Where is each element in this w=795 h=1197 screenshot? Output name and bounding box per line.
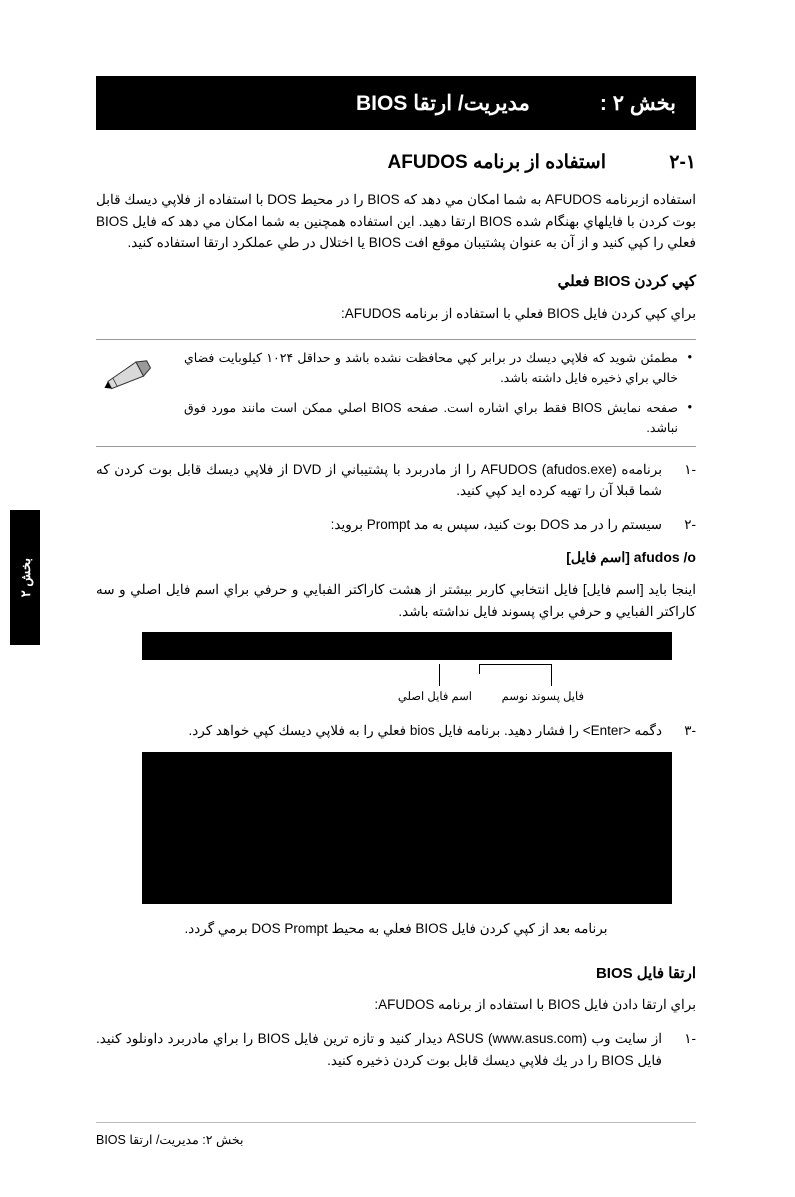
console-screenshot-large xyxy=(142,752,672,904)
step-text: برنامه‌ه AFUDOS (afudos.exe) را از مادربرد با پشتيباني از DVD از فلاپي ديسك قابل بوت كردن كه شما قبلا آن را تهيه كرده ايد كپي كنيد. xyxy=(96,461,663,499)
closing-paragraph: برنامه بعد از كپي كردن فايل BIOS فعلي به محيط DOS Prompt برمي گردد. xyxy=(184,921,608,937)
list-item: • صفحه نمايش BIOS فقط براي اشاره است. صفحه BIOS اصلي ممكن است مانند مورد فوق نباشد. xyxy=(184,398,678,438)
list-item: • مطمئن شويد كه فلاپي ديسك در برابر كپي محافظت نشده باشد و حداقل ۱۰۲۴ كيلوبايت فضاي خالي براي ذخيره فايل داشته باشد. xyxy=(184,348,678,388)
step-text: از سايت وب ASUS (www.asus.com) ديدار كنيد و تازه ترين فايل BIOS را براي مادربرد داونلود كنيد. فايل BIOS را در يك فلاپي ديسك قابل بوت كردن ذخيره كنيد. xyxy=(96,1031,662,1069)
note-body xyxy=(184,348,696,438)
step-number: -۲ xyxy=(684,517,696,533)
subsection-lead-update-bios: براي ارتقا دادن فايل BIOS با استفاده از برنامه AFUDOS: xyxy=(374,997,696,1013)
command-explanation-paragraph: اينجا بايد [اسم فايل] فايل انتخابي كاربر بيشتر از هشت كاراكتر الفبايي و حرفي براي اسم فايل اصلي و سه كاراكتر الفبايي و حرفي براي پسوند فايل نداشته باشد. xyxy=(96,581,696,619)
callout-line-right xyxy=(551,664,552,686)
note-list xyxy=(184,348,696,438)
pencil-icon xyxy=(102,356,160,396)
console-screenshot-small xyxy=(142,632,672,660)
chapter-header-bar xyxy=(96,76,696,130)
footer-divider xyxy=(96,1122,696,1123)
step-text: سيستم را در مد DOS بوت كنيد، سپس به مد Prompt برويد: xyxy=(330,517,662,533)
step-text: دگمه <Enter> را فشار دهيد. برنامه فايل bios فعلي را به فلاپي ديسك كپي خواهد كرد. xyxy=(188,723,662,739)
section-heading xyxy=(96,148,696,179)
callout-line-left xyxy=(439,664,440,686)
subsection-title-update-bios: ارتقا فايل BIOS xyxy=(595,965,696,983)
section-intro-paragraph: استفاده ازبرنامه AFUDOS به شما امكان مي دهد كه BIOS را در محيط DOS با استفاده از فلاپي ديسك قابل بوت كردن با فايلهاي بهنگام شده BIOS ارتقا دهيد. اين استفاده همچنين به شما امكان مي دهد كه فايل BIOS فعلي را كپي كنيد و از آن به عنوان پشتيبان موقع افت BIOS يا اختلال در طي عملكرد ارتقا استفاده كنيد. xyxy=(96,191,697,251)
step-2-copy xyxy=(96,514,696,536)
note-box xyxy=(96,339,696,447)
callout-tick-right xyxy=(479,664,480,674)
page-content xyxy=(96,140,696,1080)
step-3-copy xyxy=(96,720,696,742)
callout-line-right-horizontal xyxy=(480,664,552,665)
callout-annotations xyxy=(142,664,672,708)
page-bottom-edge xyxy=(0,1189,795,1197)
callout-label-left: فايل پسوند نوسم xyxy=(501,691,584,704)
subsection-title-copy-bios: كپي كردن BIOS فعلي xyxy=(557,273,696,291)
section-title: استفاده از برنامه AFUDOS xyxy=(387,152,606,173)
side-chapter-tab xyxy=(10,510,40,645)
footer-text: بخش ۲: مديريت/ ارتقا BIOS xyxy=(96,1133,244,1147)
chapter-number: بخش ۲ : xyxy=(599,91,676,115)
section-number: ۲-۱ xyxy=(669,152,696,173)
chapter-title: مديريت/ ارتقا BIOS xyxy=(356,91,530,115)
step-number: -۱ xyxy=(684,1031,696,1047)
subsection-lead-copy-bios: براي كپي كردن فايل BIOS فعلي با استفاده از برنامه AFUDOS: xyxy=(341,305,696,321)
step-number: -۳ xyxy=(684,723,696,739)
step-number: -۱ xyxy=(684,461,696,477)
callout-label-right: اسم فايل اصلي xyxy=(397,691,472,704)
step-1-copy xyxy=(96,459,696,503)
side-chapter-tab-label: بخش ۲ xyxy=(17,557,33,598)
step-1-update xyxy=(96,1028,696,1072)
command-line-text: afudos /o [اسم فايل] xyxy=(566,549,696,566)
